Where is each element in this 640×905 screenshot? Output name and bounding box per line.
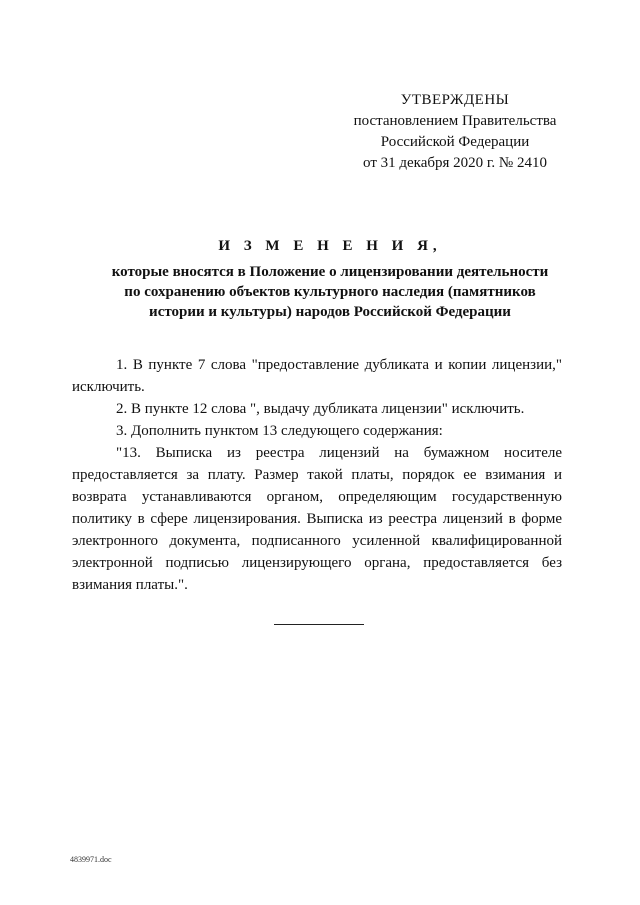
end-divider bbox=[274, 624, 364, 625]
paragraph-1: 1. В пункте 7 слова "предоставление дубликата и копии лицензии," исключить. bbox=[72, 357, 562, 395]
document-title: И З М Е Н Е Н И Я, bbox=[218, 238, 442, 254]
approval-line-1: постановлением Правительства bbox=[353, 113, 557, 129]
approval-heading: УТВЕРЖДЕНЫ bbox=[400, 92, 510, 108]
paragraph-4-quoted-clause: "13. Выписка из реестра лицензий на бумажном носителе предоставляется за плату. Размер такой платы, порядок ее взимания и возврата устанавливаются органом, определяющим государственную политику в сфере лицензирования. Выписка из реестра лицензий в форме электронного документа, подписанного усиленной квалифицированной электронной подписью лицензирующего органа, предоставляется без взимания платы.". bbox=[72, 445, 562, 593]
approval-block bbox=[340, 90, 570, 174]
document-subtitle-line-3: истории и культуры) народов Российской Федерации bbox=[149, 304, 511, 320]
paragraph-2: 2. В пункте 12 слова ", выдачу дубликата лицензии" исключить. bbox=[116, 401, 525, 417]
footer-filename: 4839971.doc bbox=[70, 855, 112, 864]
approval-line-3: от 31 декабря 2020 г. № 2410 bbox=[363, 155, 547, 171]
document-subtitle-line-1: которые вносятся в Положение о лицензировании деятельности bbox=[111, 264, 549, 280]
document-subtitle-line-2: по сохранению объектов культурного наследия (памятников bbox=[124, 284, 536, 300]
approval-line-2: Российской Федерации bbox=[380, 134, 530, 150]
document-body bbox=[72, 354, 562, 596]
document-title-block bbox=[60, 236, 600, 322]
paragraph-3: 3. Дополнить пунктом 13 следующего содержания: bbox=[116, 423, 443, 439]
